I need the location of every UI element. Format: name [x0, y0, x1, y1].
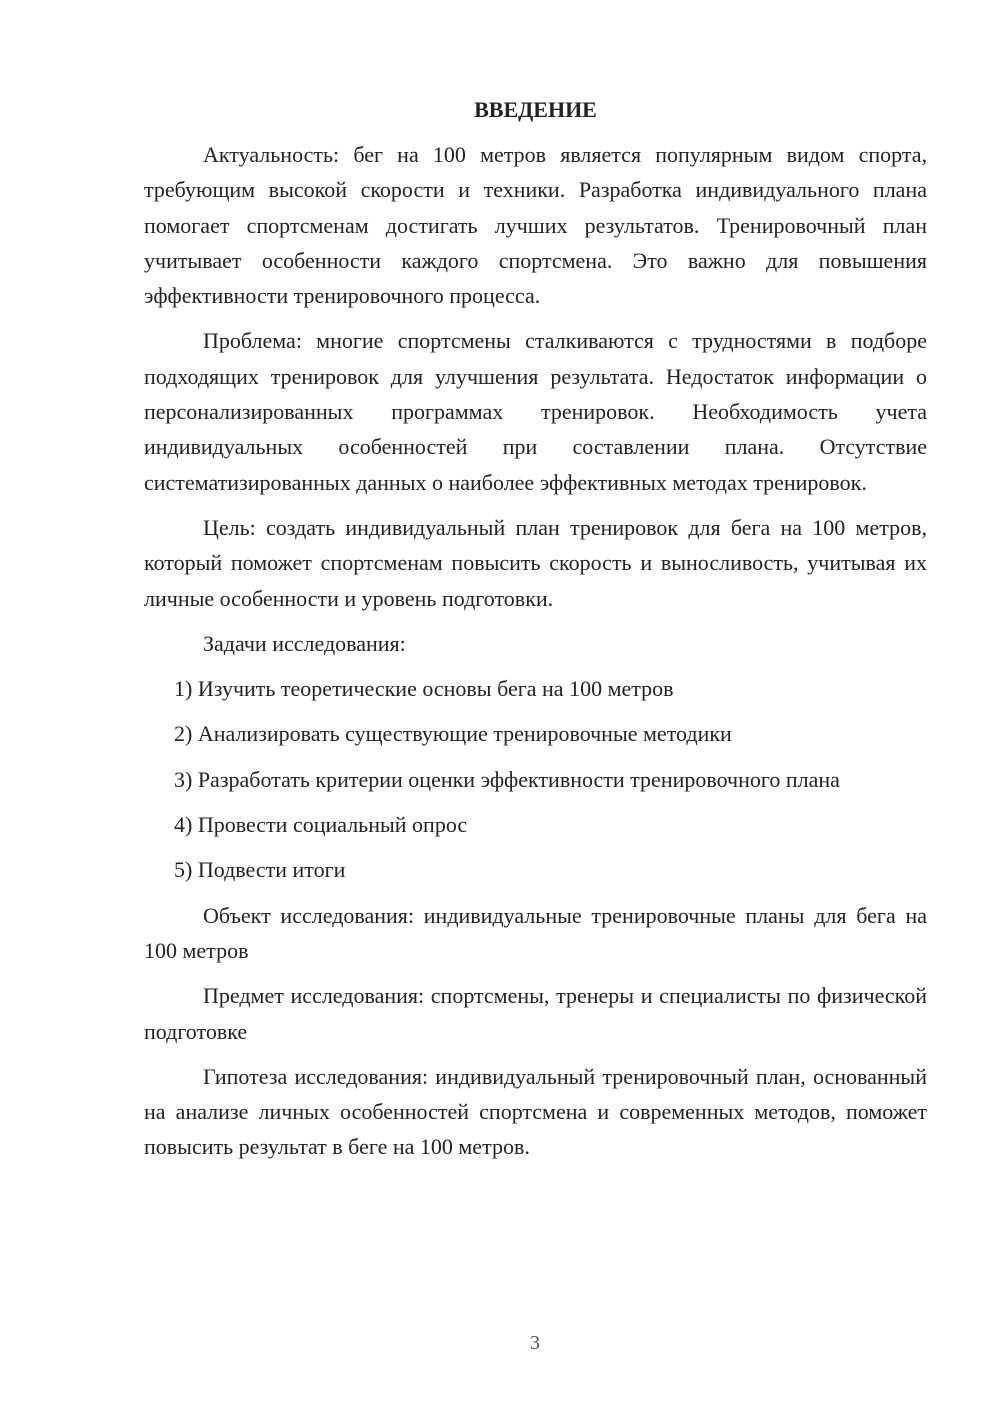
paragraph-relevance: Актуальность: бег на 100 метров является популярным видом спорта, требующим высокой скорости и техники. Разработка индивидуального плана помогает спортсменам достигать лучших результатов. Тренировочный план учитывает особенности каждого спортсмена. Это важно для повышения эффективности тренировочного процесса.: [144, 142, 927, 309]
paragraph-goal: Цель: создать индивидуальный план тренировок для бега на 100 метров, который поможет спортсменам повысить скорость и выносливость, учитывая их личные особенности и уровень подготовки.: [144, 514, 927, 611]
page-number: 3: [530, 1332, 540, 1354]
tasks-heading: Задачи исследования:: [203, 630, 406, 656]
page-title: ВВЕДЕНИЕ: [474, 97, 597, 122]
list-item: 1) Изучить теоретические основы бега на 100 метров: [174, 676, 674, 702]
list-item: 3) Разработать критерии оценки эффективности тренировочного плана: [174, 766, 840, 792]
list-item: 2) Анализировать существующие тренировочные методики: [174, 721, 732, 747]
paragraph-hypothesis: Гипотеза исследования: индивидуальный тренировочный план, основанный на анализе личных особенностей спортсмена и современных методов, поможет повысить результат в беге на 100 метров.: [144, 1063, 927, 1160]
list-item: 4) Провести социальный опрос: [174, 812, 468, 838]
paragraph-problem: Проблема: многие спортсмены сталкиваются с трудностями в подборе подходящих тренировок для улучшения результата. Недостаток информации о персонализированных программах тренировок. Необходимость учета индивидуальных особенностей при составлении плана. Отсутствие систематизированных данных о наиболее эффективных методах тренировок.: [144, 328, 927, 495]
list-item: 5) Подвести итоги: [174, 857, 346, 883]
paragraph-subject: Предмет исследования: спортсмены, тренеры и специалисты по физической подготовке: [144, 983, 927, 1044]
paragraph-object: Объект исследования: индивидуальные тренировочные планы для бега на 100 метров: [144, 902, 927, 963]
